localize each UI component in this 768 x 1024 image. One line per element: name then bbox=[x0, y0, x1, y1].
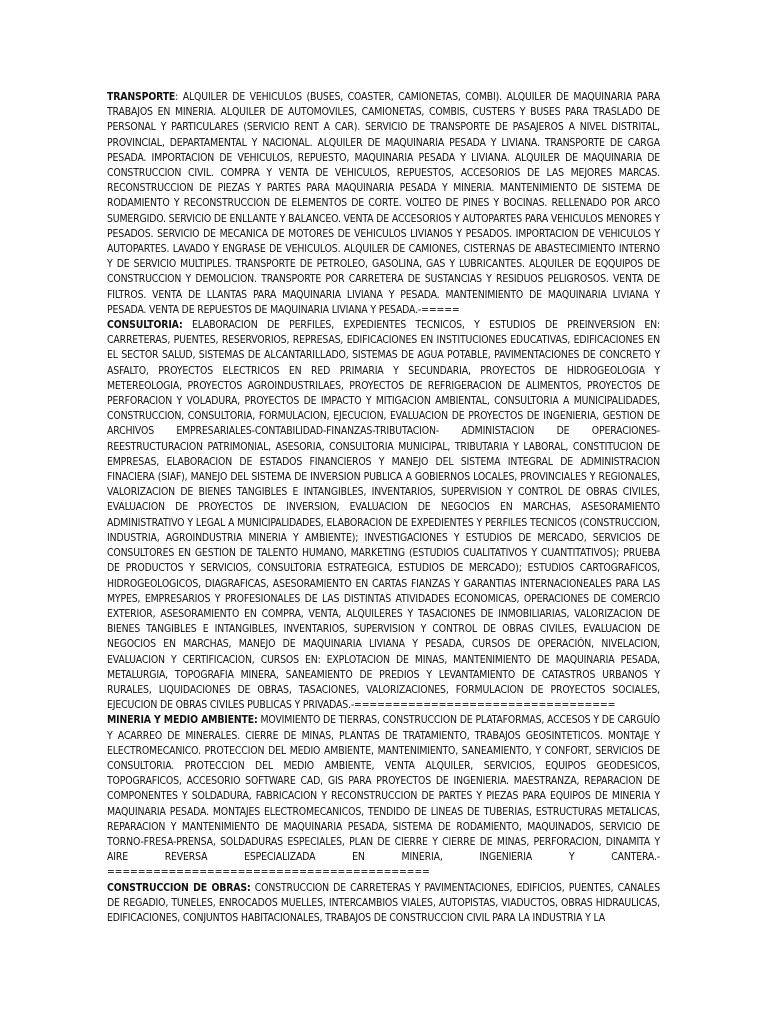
section-construccion bbox=[107, 881, 660, 927]
section-transporte bbox=[107, 90, 660, 318]
section-mineria bbox=[107, 713, 660, 880]
section-consultoria bbox=[107, 318, 660, 713]
section-heading: TRANSPORTE bbox=[107, 91, 176, 103]
heading-separator bbox=[183, 319, 192, 331]
section-body: CONSTRUCCION DE CARRETERAS Y PAVIMENTACIONES, EDIFICIOS, PUENTES, CANALES DE REGADIO, TUNELES, ENROCADOS MUELLES, INTERCAMBIOS VIALES, AUTOPISTAS, VIADUCTOS, OBRAS HIDRAULICAS, EDIFICACIONES, CONJUNTOS HABITACIONALES, TRABAJOS DE CONSTRUCCION CIVIL PARA LA INDUSTRIA Y LA bbox=[107, 881, 660, 924]
section-body: ELABORACION DE PERFILES, EXPEDIENTES TECNICOS, Y ESTUDIOS DE PREINVERSION EN: CARRETERAS, PUENTES, RESERVORIOS, REPRESAS, EDIFICACIONES EN INSTITUCIONES EDUCATIVAS, EDIFICACIONES EN EL SECTOR SALUD, SISTEMAS DE ALCANTARILLADO, SISTEMAS DE AGUA POTABLE, PAVIMENTACIONES DE CONCRETO Y ASFALTO, PROYECTOS ELECTRICOS EN RED PRIMARIA Y SECUNDARIA, PROYECTOS DE HIDROGEOLOGIA Y METEREOLOGIA, PROYECTOS AGROINDUSTRILAES, PROYECTOS DE REFRIGERACION DE ALIMENTOS, PROYECTOS DE PERFORACION Y VOLADURA, PROYECTOS DE IMPACTO Y MITIGACION AMBIENTAL, CONSULTORIA A MUNICIPALIDADES, CONSTRUCCION, CONSULTORIA, FORMULACION, EJECUCION, EVALUACION DE PROYECTOS DE INGENIERIA, GESTION DE ARCHIVOS EMPRESARIALES-CONTABILIDAD-FINANZAS-TRIBUTACION- ADMINISTACION DE OPERACIONES-REESTRUCTURACION PATRIMONIAL, ASESORIA, CONSULTORIA MUNICIPAL, TRIBUTARIA Y LABORAL, CONSTITUCION DE EMPRESAS, ELABORACION DE ESTADOS FINANCIEROS Y MANEJO DEL SISTEMA INTEGRAL DE ADMINISTRACION FINACIERA (SIAF), MANEJO DEL SISTEMA DE INVERSION PUBLICA A GOBIERNOS LOCALES, PROVINCIALES Y REGIONALES, VALORIZACION DE BIENES TANGIBLES E INTANGIBLES, INVENTARIOS, SUPERVISION Y CONTROL DE OBRAS CIVILES, EVALUACION DE PROYECTOS DE INVERSION, EVALUACION DE NEGOCIOS EN MARCHAS, ASESORAMIENTO ADMINISTRATIVO Y LEGAL A MUNICIPALIDADES, ELABORACION DE EXPEDIENTES Y PERFILES TECNICOS (CONSTRUCCION, INDUSTRIA, AGROINDUSTRIA MINERIA Y AMBIENTE); INVESTIGACIONES Y ESTUDIOS DE MERCADO, SERVICIOS DE CONSULTORES EN GESTION DE TALENTO HUMANO, MARKETING (ESTUDIOS CUALITATIVOS Y CUANTITATIVOS); PRUEBA DE PRODUCTOS Y SERVICIOS, CONSULTORIA ESTRATEGICA, ESTUDIOS DE MERCADO); ESTUDIOS CARTOGRAFICOS, HIDROGEOLOGICOS, DIAGRAFICAS, ASESORAMIENTO EN CARTAS FIANZAS Y GARANTIAS INTERNACIONEALES PARA LAS MYPES, EMPRESARIOS Y PROFESIONALES DE LAS DISTINTAS ATIVIDADES ECONOMICAS, OPERACIONES DE COMERCIO EXTERIOR, ASESORAMIENTO EN COMPRA, VENTA, ALQUILERES Y TASACIONES DE INMOBILIARIAS, VALORIZACION DE BIENES TANGIBLES E INTANGIBLES, INVENTARIOS, SUPERVISION Y CONTROL DE OBRAS CIVILES, EVALUACION DE NEGOCIOS EN MARCHAS, MANEJO DE MAQUINARIA LIVIANA Y PESADA, CURSOS DE OPERACIÓN, NIVELACION, EVALUACION Y CERTIFICACION, CURSOS EN: EXPLOTACION DE MINAS, MANTENIMIENTO DE MAQUINARIA PESADA, METALURGIA, TOPOGRAFIA MINERA, SANEAMIENTO DE PREDIOS Y LEVANTAMIENTO DE CATASTROS URBANOS Y RURALES, LIQUIDACIONES DE OBRAS, TASACIONES, VALORIZACIONES, FORMULACION DE PROYECTOS SOCIALES, EJECUCION DE OBRAS CIVILES PUBLICAS Y PRIVADAS.-================================== bbox=[107, 319, 660, 712]
section-body: MOVIMIENTO DE TIERRAS, CONSTRUCCION DE PLATAFORMAS, ACCESOS Y DE CARGUÍO Y ACARREO DE MINERALES. CIERRE DE MINAS, PLANTAS DE TRATAMIENTO, TRABAJOS GEOSINTETICOS. MONTAJE Y ELECTROMECANICO. PROTECCION DEL MEDIO AMBIENTE, MANTENIMIENTO, SANEAMIENTO, Y CONFORT, SERVICIOS DE CONSULTORIA. PROTECCION DEL MEDIO AMBIENTE, VENTA ALQUILER, SERVICIOS, EQUIPOS GEODESICOS, TOPOGRAFICOS, ACCESORIO SOFTWARE CAD, GIS PARA PROYECTOS DE INGENIERIA. MAESTRANZA, REPARACION DE COMPONENTES Y SOLDADURA, FABRICACION Y RECONSTRUCCION DE PARTES Y PIEZAS PARA EQUIPOS DE MINERIA Y MAQUINARIA PESADA. MONTAJES ELECTROMECANICOS, TENDIDO DE LINEAS DE TUBERIAS, ESTRUCTURAS METALICAS, REPARACION Y MANTENIMIENTO DE MAQUINARIA PESADA, SISTEMA DE RODAMIENTO, MAQUINADOS, SERVICIO DE TORNO-FRESA-PRENSA, SOLDADURAS ESPECIALES, PLAN DE CIERRE Y CIERRE DE MINAS, PERFORACION, DINAMITA Y AIRE REVERSA ESPECIALIZADA EN MINERIA, INGENIERIA Y CANTERA.-========================================== bbox=[107, 714, 661, 879]
section-body: ALQUILER DE VEHICULOS (BUSES, COASTER, CAMIONETAS, COMBI). ALQUILER DE MAQUINARIA PARA TRABAJOS EN MINERIA. ALQUILER DE AUTOMOVILES, CAMIONETAS, COMBIS, CUSTERS Y BUSES PARA TRASLADO DE PERSONAL Y PARTICULARES (SERVICIO RENT A CAR). SERVICIO DE TRANSPORTE DE PASAJEROS A NIVEL DISTRITAL, PROVINCIAL, DEPARTAMENTAL Y NACIONAL. ALQUILER DE MAQUINARIA PESADA Y LIVIANA. TRANSPORTE DE CARGA PESADA. IMPORTACION DE VEHICULOS, REPUESTO, MAQUINARIA PESADA Y LIVIANA. ALQUILER DE MAQUINARIA DE CONSTRUCCION CIVIL. COMPRA Y VENTA DE VEHICULOS, REPUESTOS, ACCESORIOS DE LAS MEJORES MARCAS. RECONSTRUCCION DE PIEZAS Y PARTES PARA MAQUINARIA PESADA Y MINERIA. MANTENIMIENTO DE SISTEMA DE RODAMIENTO Y RECONSTRUCCION DE ELEMENTOS DE CORTE. VOLTEO DE PINES Y BOCINAS. RELLENADO POR ARCO SUMERGIDO. SERVICIO DE ENLLANTE Y BALANCEO. VENTA DE ACCESORIOS Y AUTOPARTES PARA VEHICULOS MENORES Y PESADOS. SERVICIO DE MECANICA DE MOTORES DE VEHICULOS LIVIANOS Y PESADOS. IMPORTACION DE VEHICULOS Y AUTOPARTES. LAVADO Y ENGRASE DE VEHICULOS. ALQUILER DE CAMIONES, CISTERNAS DE ABASTECIMIENTO INTERNO Y DE SERVICIO MULTIPLES. TRANSPORTE DE PETROLEO, GASOLINA, GAS Y LUBRICANTES. ALQUILER DE EQQUIPOS DE CONSTRUCCION Y DEMOLICION. TRANSPORTE POR CARRETERA DE SUSTANCIAS Y RESIDUOS PELIGROSOS. VENTA DE FILTROS. VENTA DE LLANTAS PARA MAQUINARIA LIVIANA Y PESADA. MANTENIMIENTO DE MAQUINARIA LIVIANA Y PESADA. VENTA DE REPUESTOS DE MAQUINARIA LIVIANA Y PESADA.-===== bbox=[107, 91, 660, 316]
heading-separator: : bbox=[175, 91, 183, 103]
section-heading: CONSTRUCCION DE OBRAS: bbox=[107, 881, 251, 894]
section-heading: MINERIA Y MEDIO AMBIENTE: bbox=[107, 714, 258, 727]
section-heading: CONSULTORIA: bbox=[107, 319, 183, 332]
document-page bbox=[107, 90, 660, 926]
